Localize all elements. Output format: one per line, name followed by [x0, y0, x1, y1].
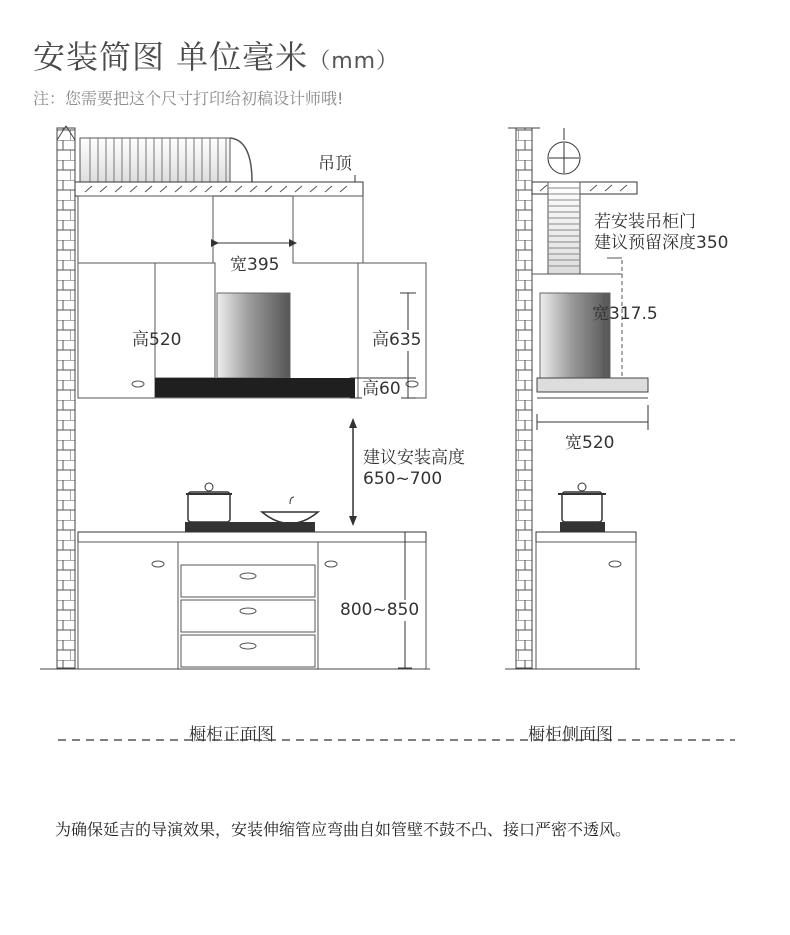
label-install-height: [363, 448, 465, 491]
side-view-drawing: [505, 128, 648, 669]
label-width-317: 宽317.5: [592, 304, 658, 324]
caption-front-view: 橱柜正面图: [189, 725, 274, 745]
title-text: 安装简图 单位毫米: [33, 38, 309, 76]
stove-pots: [185, 483, 318, 532]
door-note-line2: 建议预留深度350: [594, 233, 729, 254]
hood-body: [155, 378, 355, 398]
install-height-range: 650~700: [363, 469, 443, 490]
side-hood-body: [537, 378, 648, 392]
caption-side-view: 橱柜侧面图: [528, 725, 613, 745]
label-height-60: 高60: [362, 379, 401, 399]
door-note-line1: 若安装吊柜门: [594, 212, 696, 232]
page-note: 注：您需要把这个尺寸打印给初稿设计师哦!: [33, 89, 344, 108]
hood-chimney: [217, 293, 290, 378]
label-width-395: 宽395: [230, 255, 280, 275]
flex-duct: [80, 138, 252, 182]
footer-note: 为确保延吉的导演效果，安装伸缩管应弯曲自如管壁不鼓不凸、接口严密不透风。: [55, 820, 632, 839]
front-brick-wall: [57, 128, 75, 668]
install-height-text: 建议安装高度: [363, 448, 465, 468]
label-height-635: 高635: [372, 330, 422, 350]
side-base-cabinet: [536, 542, 636, 669]
label-ceiling: 吊顶: [318, 154, 352, 174]
label-height-520: 高520: [132, 330, 182, 350]
label-width-520: 宽520: [565, 433, 615, 453]
label-door-note: [594, 212, 728, 255]
base-cabinet-left: [78, 542, 178, 669]
label-cabinet-height: 800~850: [340, 600, 420, 620]
side-brick-wall: [516, 128, 532, 668]
title-unit: （mm）: [308, 49, 400, 74]
